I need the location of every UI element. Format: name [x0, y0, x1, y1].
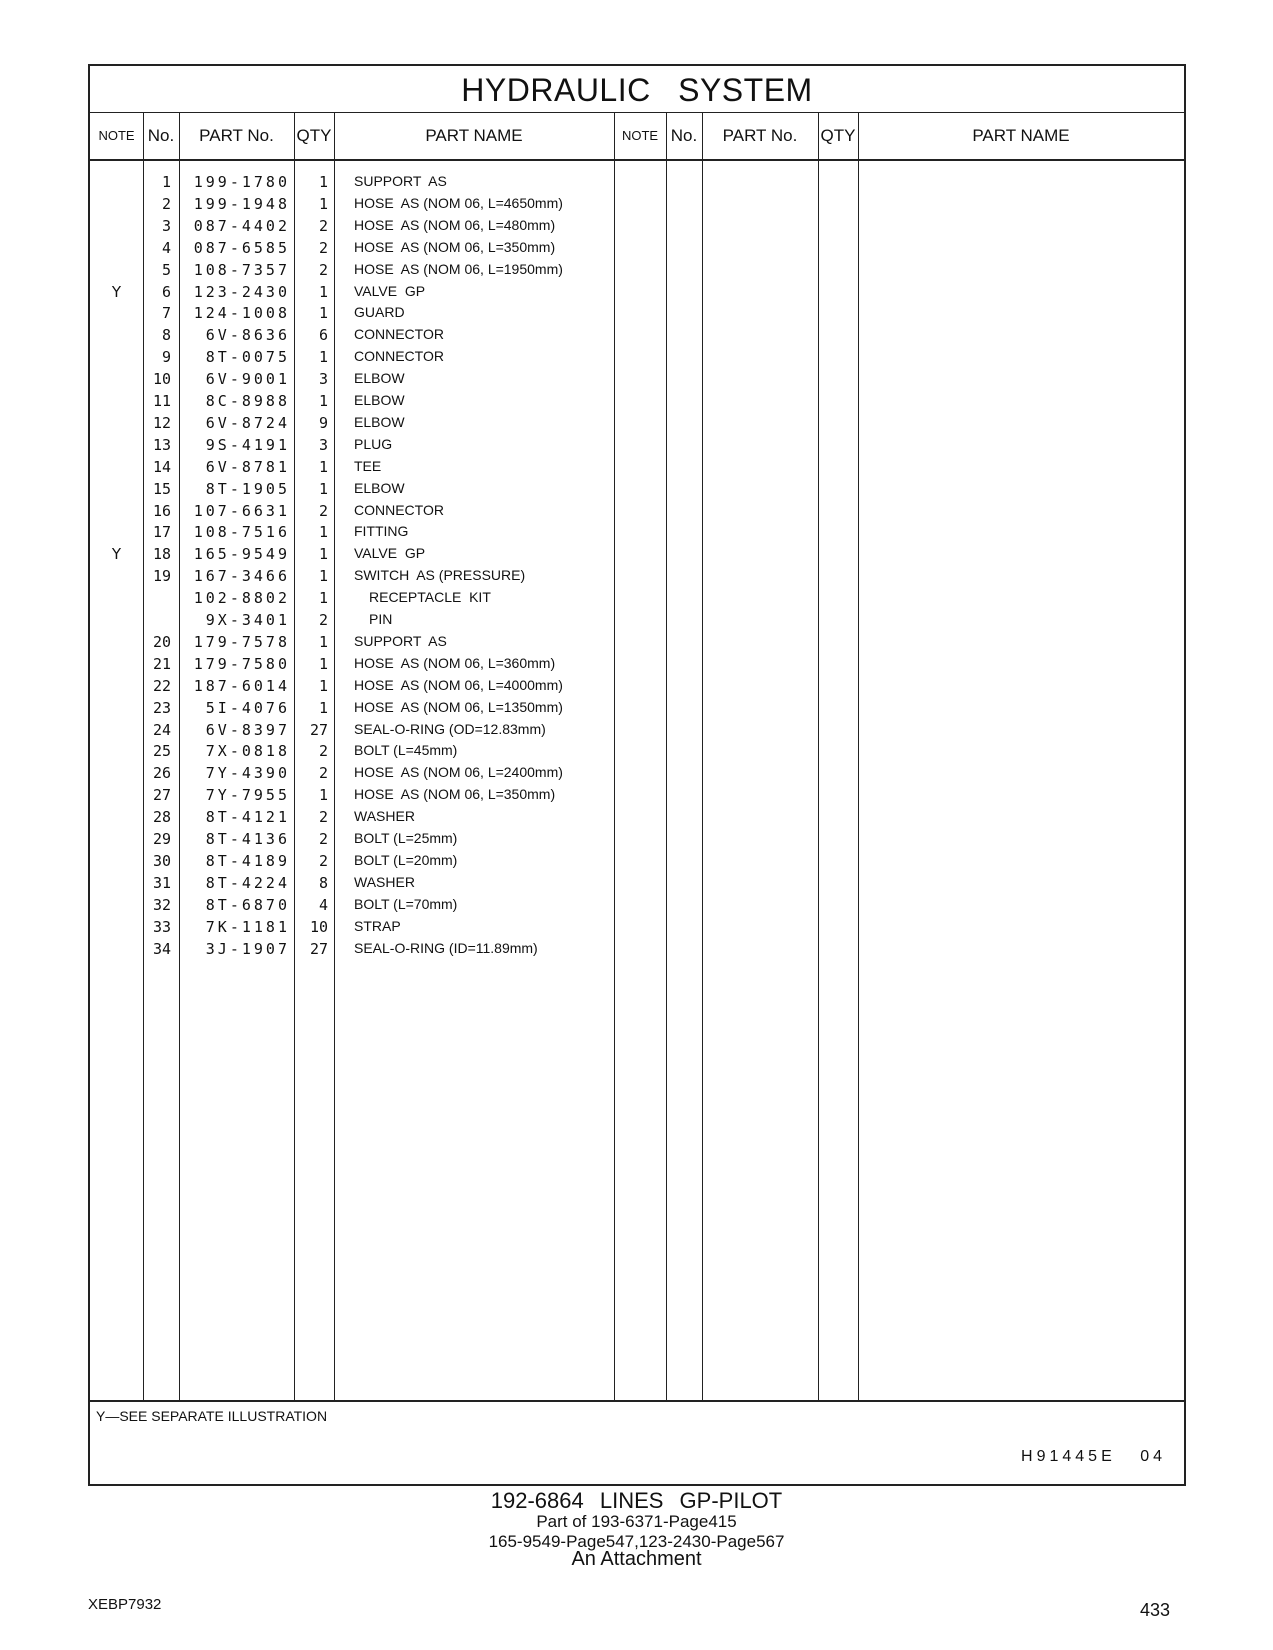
row-part-number: 6V-8636: [205, 326, 290, 345]
table-row: [90, 304, 630, 327]
row-number: 15: [152, 479, 171, 498]
row-quantity: 2: [318, 501, 328, 520]
table-row: [90, 261, 630, 284]
row-quantity: 1: [318, 589, 328, 608]
row-quantity: 6: [318, 326, 328, 345]
row-quantity: 1: [318, 654, 328, 673]
table-row: [90, 852, 630, 875]
drawing-number: H91445E 04: [1021, 1448, 1166, 1465]
row-number: 4: [161, 238, 171, 257]
row-quantity: 2: [318, 260, 328, 279]
row-part-name: STRAP: [354, 917, 401, 934]
row-part-name: BOLT (L=70mm): [354, 895, 458, 912]
table-row: [90, 874, 630, 897]
page-references: 165-9549-Page547,123-2430-Page567: [488, 1532, 785, 1551]
row-part-number: 8T-4121: [205, 808, 290, 827]
header-qty-right: QTY: [820, 126, 856, 145]
row-part-number: 199-1948: [193, 194, 290, 213]
table-row: [90, 392, 630, 415]
row-number: 12: [152, 413, 171, 432]
table-row: [90, 239, 630, 262]
row-quantity: 2: [318, 830, 328, 848]
row-quantity: 4: [318, 895, 328, 914]
row-note: Y: [111, 282, 122, 301]
row-quantity: 1: [318, 348, 328, 367]
row-quantity: 9: [318, 413, 328, 432]
table-row: [90, 721, 630, 744]
table-row: [90, 173, 630, 196]
row-part-name: BOLT (L=45mm): [354, 742, 458, 759]
row-number: 20: [152, 632, 171, 651]
row-part-number: 6V-8724: [205, 413, 290, 432]
row-part-number: 9S-4191: [205, 435, 290, 454]
row-number: 34: [152, 939, 171, 958]
row-part-number: 7K-1181: [205, 917, 290, 936]
row-quantity: 27: [309, 720, 328, 739]
row-number: 33: [152, 917, 171, 936]
header-note-right: NOTE: [621, 128, 659, 143]
row-number: 28: [152, 808, 171, 827]
table-row: [90, 940, 630, 963]
row-quantity: 1: [318, 194, 328, 213]
row-part-number: 8C-8988: [205, 392, 290, 410]
table-row: [90, 523, 630, 546]
row-part-number: 124-1008: [193, 304, 290, 323]
table-row: [90, 896, 630, 919]
row-number: 6: [161, 282, 171, 301]
row-quantity: 1: [318, 698, 328, 717]
row-number: 16: [152, 501, 171, 520]
table-row: [90, 567, 630, 590]
table-row: [90, 677, 630, 700]
row-quantity: 1: [318, 282, 328, 301]
row-part-name: CONNECTOR: [354, 348, 444, 365]
table-row: [90, 326, 630, 349]
row-quantity: 2: [318, 216, 328, 235]
table-row: [90, 918, 630, 941]
table-row: [90, 545, 630, 568]
row-part-name: VALVE GP: [354, 282, 426, 299]
row-number: 9: [161, 348, 171, 367]
row-part-number: 8T-4136: [205, 830, 290, 848]
row-part-number: 6V-8781: [205, 457, 290, 476]
table-row: [90, 217, 630, 240]
row-part-name: BOLT (L=25mm): [354, 830, 458, 846]
row-quantity: 1: [318, 676, 328, 695]
table-row: [90, 480, 630, 503]
row-part-number: 9X-3401: [205, 611, 290, 629]
row-part-name: HOSE AS (NOM 06, L=2400mm): [354, 764, 563, 781]
row-part-number: 108-7516: [193, 523, 290, 542]
row-number: 5: [161, 260, 171, 279]
attachment-label: An Attachment: [571, 1548, 702, 1570]
row-quantity: 1: [318, 786, 328, 805]
row-part-name: ELBOW: [354, 370, 405, 387]
row-part-number: 187-6014: [193, 676, 290, 695]
row-part-name: HOSE AS (NOM 06, L=480mm): [354, 216, 556, 233]
table-row: [90, 195, 630, 218]
table-row: [90, 348, 630, 371]
row-number: 21: [152, 654, 171, 673]
row-part-name: WASHER: [354, 873, 415, 890]
table-row: [90, 633, 630, 656]
row-quantity: 1: [318, 567, 328, 586]
footnote: Y—SEE SEPARATE ILLUSTRATION: [96, 1408, 328, 1424]
row-number: 31: [152, 873, 171, 892]
row-quantity: 1: [318, 523, 328, 542]
table-row: [90, 786, 630, 809]
row-part-number: 179-7580: [193, 654, 290, 673]
row-number: 7: [161, 304, 171, 323]
row-part-number: 123-2430: [193, 282, 290, 301]
row-quantity: 1: [318, 392, 328, 410]
row-part-number: 6V-9001: [205, 370, 290, 389]
header-note-left: NOTE: [98, 128, 135, 143]
header-part-no-right: PART No.: [722, 126, 798, 145]
row-part-name: SWITCH AS (PRESSURE): [354, 567, 526, 584]
row-number: 11: [152, 392, 171, 410]
row-part-name: SEAL-O-RING (ID=11.89mm): [354, 939, 538, 956]
row-part-name: HOSE AS (NOM 06, L=4650mm): [354, 194, 563, 211]
row-number: 27: [152, 786, 171, 805]
header-part-no-left: PART No.: [199, 126, 274, 145]
row-part-number: 8T-4189: [205, 851, 290, 870]
row-number: 23: [152, 698, 171, 717]
row-part-name: GUARD: [354, 304, 405, 321]
table-row: [90, 414, 630, 437]
row-part-name: HOSE AS (NOM 06, L=1950mm): [354, 260, 563, 277]
table-row: [90, 436, 630, 459]
row-number: 19: [152, 567, 171, 586]
row-quantity: 1: [318, 479, 328, 498]
row-part-number: 108-7357: [193, 260, 290, 279]
row-number: 24: [152, 720, 171, 739]
row-part-name: FITTING: [354, 523, 409, 540]
row-quantity: 3: [318, 370, 328, 389]
table-footer: [90, 1400, 1184, 1488]
row-number: 10: [152, 370, 171, 389]
row-quantity: 1: [318, 545, 328, 564]
row-number: 22: [152, 676, 171, 695]
row-number: 18: [152, 545, 171, 564]
row-number: 25: [152, 742, 171, 761]
row-part-name: PIN: [369, 611, 393, 627]
table-row: [90, 589, 630, 612]
row-part-number: 5I-4076: [205, 698, 290, 717]
row-part-name: SEAL-O-RING (OD=12.83mm): [354, 720, 546, 737]
row-part-name: CONNECTOR: [354, 326, 444, 343]
row-part-number: 102-8802: [193, 589, 290, 608]
row-part-number: 6V-8397: [205, 720, 290, 739]
row-quantity: 3: [318, 435, 328, 454]
row-part-name: ELBOW: [354, 413, 405, 430]
table-row: [90, 742, 630, 765]
row-part-number: 087-6585: [193, 238, 290, 257]
row-quantity: 2: [318, 611, 328, 629]
row-part-number: 179-7578: [193, 632, 290, 651]
row-part-number: 167-3466: [193, 567, 290, 586]
row-number: 29: [152, 830, 171, 848]
row-part-name: RECEPTACLE KIT: [369, 589, 491, 606]
row-part-name: HOSE AS (NOM 06, L=1350mm): [354, 698, 563, 715]
row-part-name: TEE: [354, 457, 382, 474]
row-quantity: 1: [318, 457, 328, 476]
row-number: 26: [152, 764, 171, 783]
parts-table: [88, 64, 1186, 1486]
row-number: 14: [152, 457, 171, 476]
header-no-right: No.: [670, 126, 698, 145]
table-header: [90, 112, 1184, 161]
row-part-name: HOSE AS (NOM 06, L=4000mm): [354, 676, 563, 693]
table-row: [90, 764, 630, 787]
row-part-name: PLUG: [354, 435, 393, 452]
row-number: 3: [161, 216, 171, 235]
row-part-name: ELBOW: [354, 479, 405, 496]
row-part-number: 8T-4224: [205, 873, 290, 892]
page-title: HYDRAULIC SYSTEM: [90, 66, 1184, 113]
row-part-number: 107-6631: [193, 501, 290, 520]
header-no-left: No.: [147, 126, 175, 145]
row-part-number: 8T-1905: [205, 479, 290, 498]
row-quantity: 1: [318, 632, 328, 651]
row-number: 17: [152, 523, 171, 542]
row-part-name: HOSE AS (NOM 06, L=350mm): [354, 238, 556, 255]
row-quantity: 2: [318, 764, 328, 783]
row-part-number: 7X-0818: [205, 742, 290, 761]
table-row: [90, 655, 630, 678]
table-row: [90, 283, 630, 306]
row-part-number: 199-1780: [193, 173, 290, 191]
row-number: 13: [152, 435, 171, 454]
row-part-number: 165-9549: [193, 545, 290, 564]
table-row: [90, 611, 630, 634]
row-note: Y: [111, 545, 122, 564]
page-number: 433: [1140, 1600, 1171, 1620]
row-part-name: CONNECTOR: [354, 501, 444, 518]
row-number: 1: [161, 173, 171, 191]
row-part-name: HOSE AS (NOM 06, L=350mm): [354, 786, 556, 803]
table-body: [90, 159, 1184, 1400]
table-row: [90, 370, 630, 393]
row-quantity: 2: [318, 238, 328, 257]
row-quantity: 2: [318, 742, 328, 761]
row-part-name: ELBOW: [354, 392, 405, 408]
header-qty-left: QTY: [296, 126, 332, 145]
row-part-name: BOLT (L=20mm): [354, 851, 458, 868]
row-part-number: 7Y-7955: [205, 786, 290, 805]
table-row: [90, 458, 630, 481]
row-quantity: 1: [318, 173, 328, 191]
row-quantity: 27: [309, 939, 328, 958]
row-quantity: 2: [318, 851, 328, 870]
row-part-name: WASHER: [354, 808, 415, 825]
table-row: [90, 830, 630, 853]
table-row: [90, 699, 630, 722]
row-part-number: 8T-0075: [205, 348, 290, 367]
row-quantity: 10: [309, 917, 328, 936]
row-part-name: SUPPORT AS: [354, 173, 447, 189]
group-reference: Part of 193-6371-Page415: [536, 1512, 737, 1531]
row-part-number: 7Y-4390: [205, 764, 290, 783]
row-part-name: VALVE GP: [354, 545, 426, 562]
row-part-name: SUPPORT AS: [354, 632, 447, 649]
publication-number: XEBP7932: [88, 1596, 162, 1613]
row-number: 8: [161, 326, 171, 345]
header-part-name-left: PART NAME: [425, 126, 523, 145]
row-part-number: 3J-1907: [205, 939, 290, 958]
row-number: 32: [152, 895, 171, 914]
row-number: 2: [161, 194, 171, 213]
row-part-number: 8T-6870: [205, 895, 290, 914]
row-quantity: 2: [318, 808, 328, 827]
table-row: [90, 502, 630, 525]
row-part-number: 087-4402: [193, 216, 290, 235]
group-title: 192-6864 LINES GP-PILOT: [490, 1488, 783, 1513]
table-row: [90, 808, 630, 831]
row-part-name: HOSE AS (NOM 06, L=360mm): [354, 654, 556, 671]
row-number: 30: [152, 851, 171, 870]
row-quantity: 1: [318, 304, 328, 323]
row-quantity: 8: [318, 873, 328, 892]
header-part-name-right: PART NAME: [972, 126, 1070, 145]
